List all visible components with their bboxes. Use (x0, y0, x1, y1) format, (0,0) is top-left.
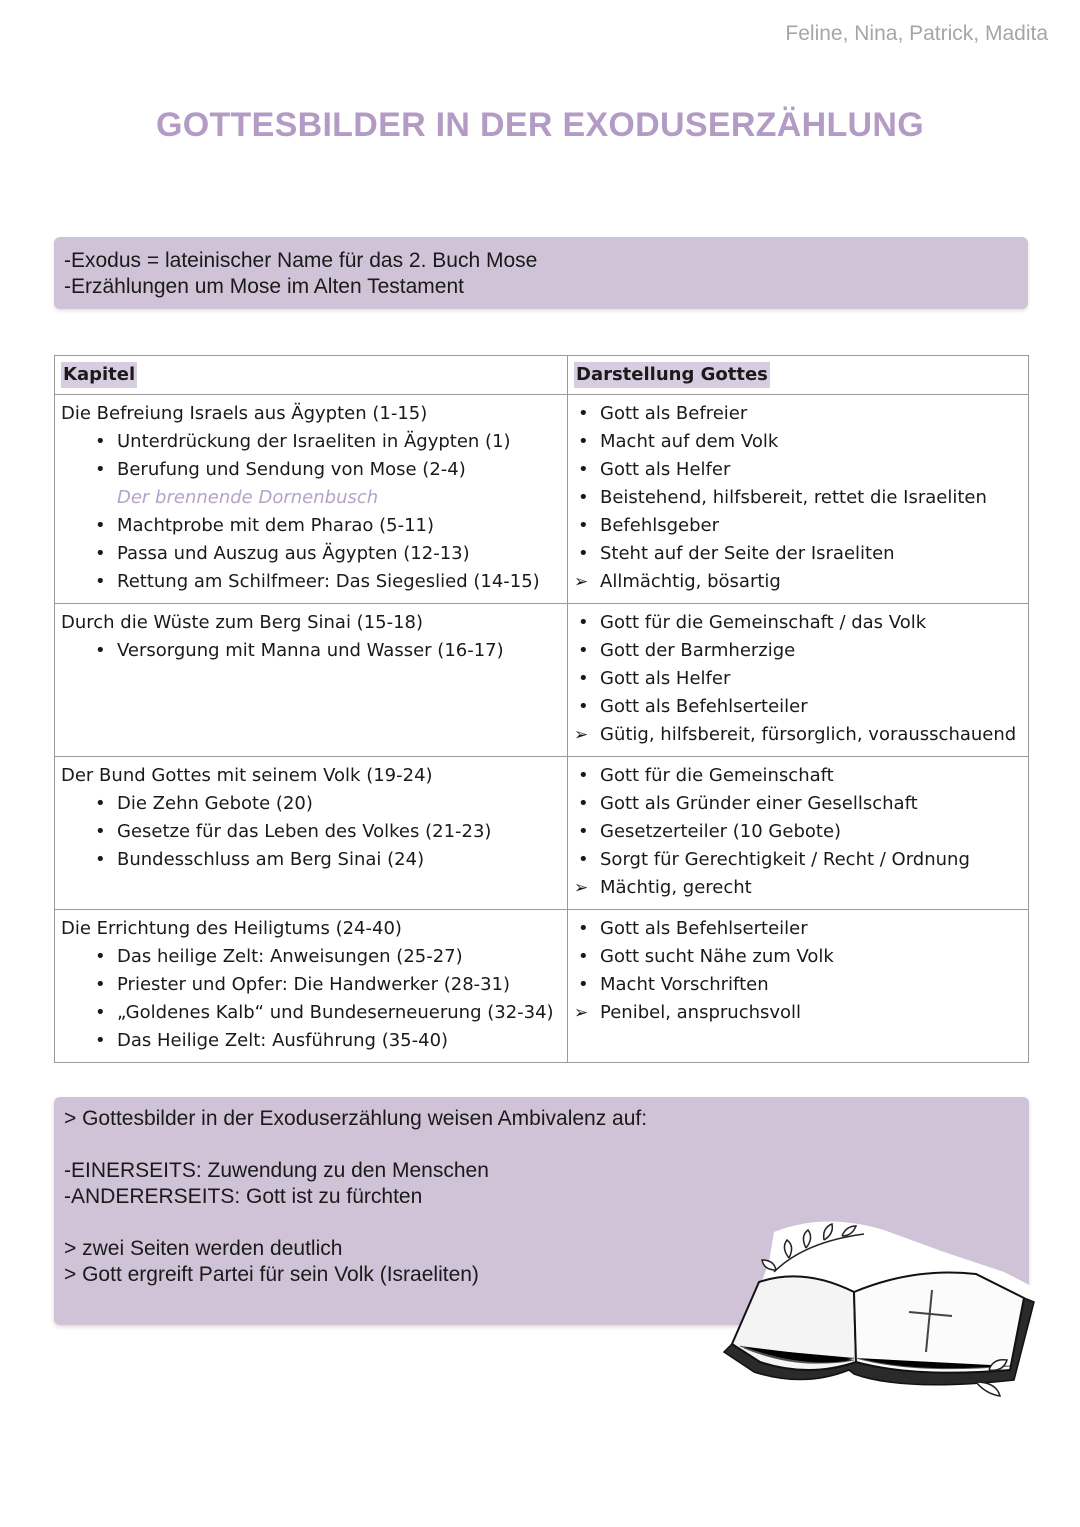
list-item: • Sorgt für Gerechtigkeit / Recht / Ordnung (578, 849, 970, 870)
list-item: • Befehlsgeber (578, 515, 720, 536)
arrow-icon: ➢ (574, 725, 589, 745)
arrow-icon: ➢ (574, 1003, 589, 1023)
kapitel-cell (55, 604, 568, 757)
list-item: • Priester und Opfer: Die Handwerker (28-31) (95, 974, 511, 995)
list-item: • Berufung und Sendung von Mose (2-4) (95, 459, 466, 480)
section-title: Die Errichtung des Heiligtums (24-40) (61, 918, 402, 939)
section-title: Der Bund Gottes mit seinem Volk (19-24) (61, 765, 433, 786)
kapitel-cell (55, 910, 568, 1063)
darstellung-cell (568, 757, 1029, 910)
list-item: • Steht auf der Seite der Israeliten (578, 543, 895, 564)
table-row (55, 395, 1029, 604)
italic-note: Der brennende Dornenbusch (117, 487, 379, 508)
summary-line-1: > Gottesbilder in der Exoduserzählung weisen Ambivalenz auf: (64, 1107, 648, 1130)
list-item: • Rettung am Schilfmeer: Das Siegeslied (14-15) (95, 571, 540, 592)
list-item: • Unterdrückung der Israeliten in Ägypten (1) (95, 431, 511, 452)
list-item: • Die Zehn Gebote (20) (95, 793, 313, 814)
conclusion-item: ➢ Mächtig, gerecht (574, 874, 1028, 902)
list-item: • Gott als Helfer (578, 668, 731, 689)
table-row (55, 604, 1029, 757)
table-row (55, 757, 1029, 910)
summary-line-4: > zwei Seiten werden deutlich (64, 1237, 343, 1260)
page-title: GOTTESBILDER IN DER EXODUSERZÄHLUNG (156, 106, 924, 144)
list-item: • Beistehend, hilfsbereit, rettet die Israeliten (578, 487, 987, 508)
list-item: • Gott für die Gemeinschaft / das Volk (578, 612, 927, 633)
arrow-icon: ➢ (574, 878, 589, 898)
kapitel-cell (55, 757, 568, 910)
list-item: • Gott als Befehlserteiler (578, 696, 808, 717)
list-item: • Das Heilige Zelt: Ausführung (35-40) (95, 1030, 449, 1051)
list-item: • Macht Vorschriften (578, 974, 769, 995)
list-item: • Machtprobe mit dem Pharao (5-11) (95, 515, 435, 536)
summary-line-2: -EINERSEITS: Zuwendung zu den Menschen (64, 1159, 489, 1182)
list-item: • Bundesschluss am Berg Sinai (24) (95, 849, 425, 870)
summary-line-3: -ANDERERSEITS: Gott ist zu fürchten (64, 1185, 423, 1208)
list-item: • Versorgung mit Manna und Wasser (16-17) (95, 640, 504, 661)
list-item: • „Goldenes Kalb“ und Bundeserneuerung (32-34) (95, 1002, 554, 1023)
summary-line-5: > Gott ergreift Partei für sein Volk (Israeliten) (64, 1263, 479, 1286)
list-item: • Gott als Befehlserteiler (578, 918, 808, 939)
intro-box (54, 237, 1028, 309)
table-header-row (55, 356, 1029, 395)
conclusion-item: ➢ Penibel, anspruchsvoll (574, 999, 1028, 1027)
darstellung-cell (568, 910, 1029, 1063)
header-darstellung: Darstellung Gottes (568, 356, 1029, 395)
list-item: • Gott für die Gemeinschaft (578, 765, 834, 786)
conclusion-item: ➢ Allmächtig, bösartig (574, 568, 1028, 596)
authors: Feline, Nina, Patrick, Madita (785, 22, 1048, 45)
list-item: • Gott sucht Nähe zum Volk (578, 946, 834, 967)
arrow-icon: ➢ (574, 572, 589, 592)
list-item: • Gesetzerteiler (10 Gebote) (578, 821, 842, 842)
section-title: Durch die Wüste zum Berg Sinai (15-18) (61, 612, 424, 633)
list-item: • Passa und Auszug aus Ägypten (12-13) (95, 543, 470, 564)
intro-line-1: -Exodus = lateinischer Name für das 2. Buch Mose (64, 249, 538, 272)
chapters-table (54, 355, 1029, 1063)
darstellung-cell (568, 604, 1029, 757)
table-row (55, 910, 1029, 1063)
header-kapitel: Kapitel (55, 356, 568, 395)
bible-book-icon (714, 1212, 1044, 1412)
list-item: • Gott als Helfer (578, 459, 731, 480)
list-item: • Gott der Barmherzige (578, 640, 796, 661)
list-item: • Gott als Gründer einer Gesellschaft (578, 793, 918, 814)
list-item: • Macht auf dem Volk (578, 431, 779, 452)
list-item: • Gott als Befreier (578, 403, 748, 424)
list-item: • Das heilige Zelt: Anweisungen (25-27) (95, 946, 463, 967)
list-item: • Gesetze für das Leben des Volkes (21-23) (95, 821, 492, 842)
section-title: Die Befreiung Israels aus Ägypten (1-15) (61, 403, 428, 424)
kapitel-cell (55, 395, 568, 604)
intro-line-2: -Erzählungen um Mose im Alten Testament (64, 275, 464, 298)
darstellung-cell (568, 395, 1029, 604)
conclusion-item: ➢ Gütig, hilfsbereit, fürsorglich, vorausschauend (574, 721, 1028, 749)
